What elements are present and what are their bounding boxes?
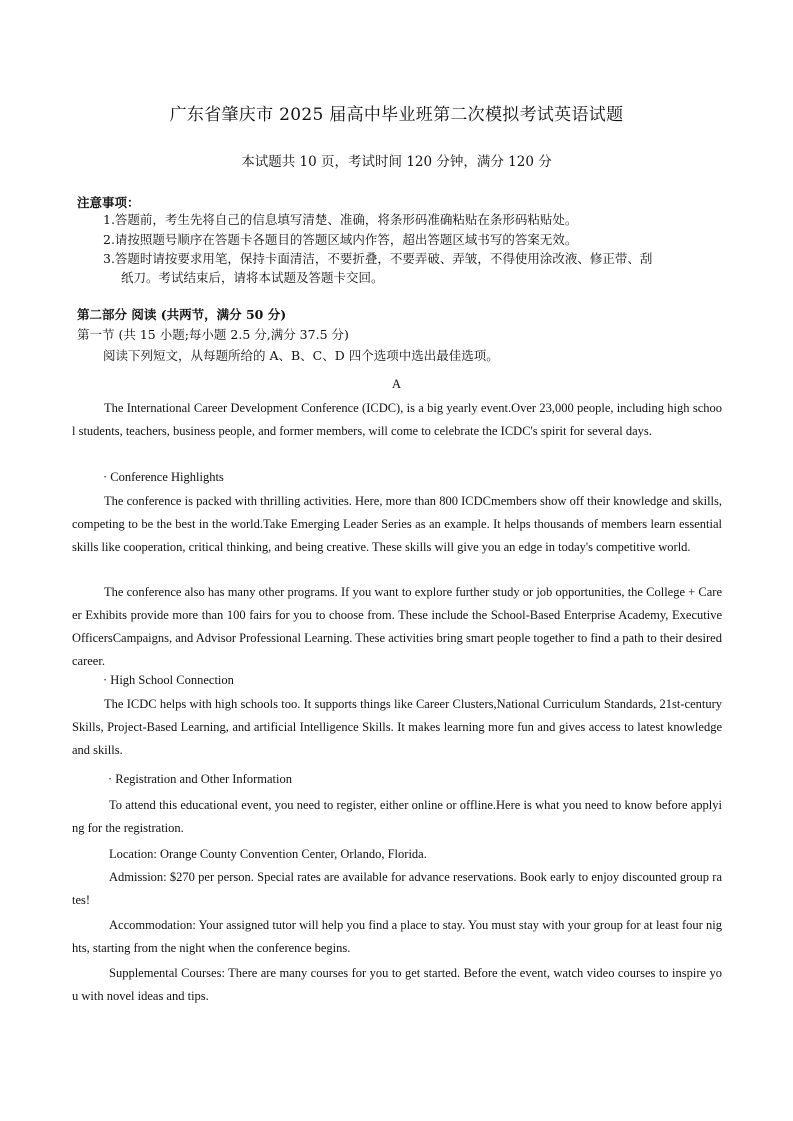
passage-paragraph-admission: Admission: $270 per person. Special rates are available for advance reservations. Book early to enjoy discounted group rates! xyxy=(72,870,722,907)
exam-subtitle: 本试题共 10 页，考试时间 120 分钟，满分 120 分 xyxy=(241,154,552,170)
passage-subheading-high-school: · High School Connection xyxy=(103,673,234,687)
passage-paragraph-1: The International Career Development Conference (ICDC), is a big yearly event.Over 23,000 people, including high school students, teachers, business people, and former members, will come to celebrate the ICDC's spirit for several days. xyxy=(72,401,722,438)
passage-subheading-registration: · Registration and Other Information xyxy=(108,772,292,786)
passage-paragraph-5: To attend this educational event, you need to register, either online or offline.Here is what you need to know before applying for the registration. xyxy=(72,798,722,835)
notice-item-1: 1.答题前，考生先将自己的信息填写清楚、准确，将条形码准确粘贴在条形码粘贴处。 xyxy=(103,212,578,227)
part-heading: 第二部分 阅读 (共两节，满分 50 分) xyxy=(77,307,287,322)
passage-letter: A xyxy=(391,377,402,391)
passage-paragraph-accommodation: Accommodation: Your assigned tutor will help you find a place to stay. You must stay with your group for at least four nights, starting from the night when the conference begins. xyxy=(72,918,722,955)
notice-heading: 注意事项： xyxy=(77,195,140,210)
notice-item-3-cont: 纸刀。考试结束后，请将本试题及答题卡交回。 xyxy=(121,270,384,285)
exam-title: 广东省肇庆市 2025 届高中毕业班第二次模拟考试英语试题 xyxy=(169,105,624,125)
passage-paragraph-3: The conference also has many other programs. If you want to explore further study or job opportunities, the College + Career Exhibits provide more than 100 fairs for you to choose from. These include the School-Based Enterprise Academy, Executive OfficersCampaigns, and Advisor Professional Learning. These activities bring smart people together to find a path to their desired career. xyxy=(72,585,722,668)
passage-paragraph-courses: Supplemental Courses: There are many courses for you to get started. Before the event, watch video courses to inspire you with novel ideas and tips. xyxy=(72,966,722,1003)
passage-subheading-highlights: · Conference Highlights xyxy=(103,470,224,484)
notice-item-3: 3.答题时请按要求用笔，保持卡面清洁，不要折叠，不要弄破、弄皱，不得使用涂改液、修正带、刮 xyxy=(103,251,653,266)
passage-paragraph-4: The ICDC helps with high schools too. It supports things like Career Clusters,National Curriculum Standards, 21st-century Skills, Project-Based Learning, and artificial Intelligence Skills. It makes learning more fun and gives access to latest knowledge and skills. xyxy=(72,697,722,757)
section-heading: 第一节 (共 15 小题;每小题 2.5 分,满分 37.5 分) xyxy=(77,327,349,342)
passage-paragraph-2: The conference is packed with thrilling activities. Here, more than 800 ICDCmembers show off their knowledge and skills, competing to be the best in the world.Take Emerging Leader Series as an example. It helps thousands of members learn essential skills like cooperation, critical thinking, and being creative. These skills will give you an edge in today's competitive world. xyxy=(72,494,722,554)
notice-item-2: 2.请按照题号顺序在答题卡各题目的答题区域内作答，超出答题区域书写的答案无效。 xyxy=(103,232,578,247)
passage-paragraph-location: Location: Orange County Convention Center, Orlando, Florida. xyxy=(109,847,427,861)
instruction-text: 阅读下列短文，从每题所给的 A、B、C、D 四个选项中选出最佳选项。 xyxy=(103,348,499,363)
